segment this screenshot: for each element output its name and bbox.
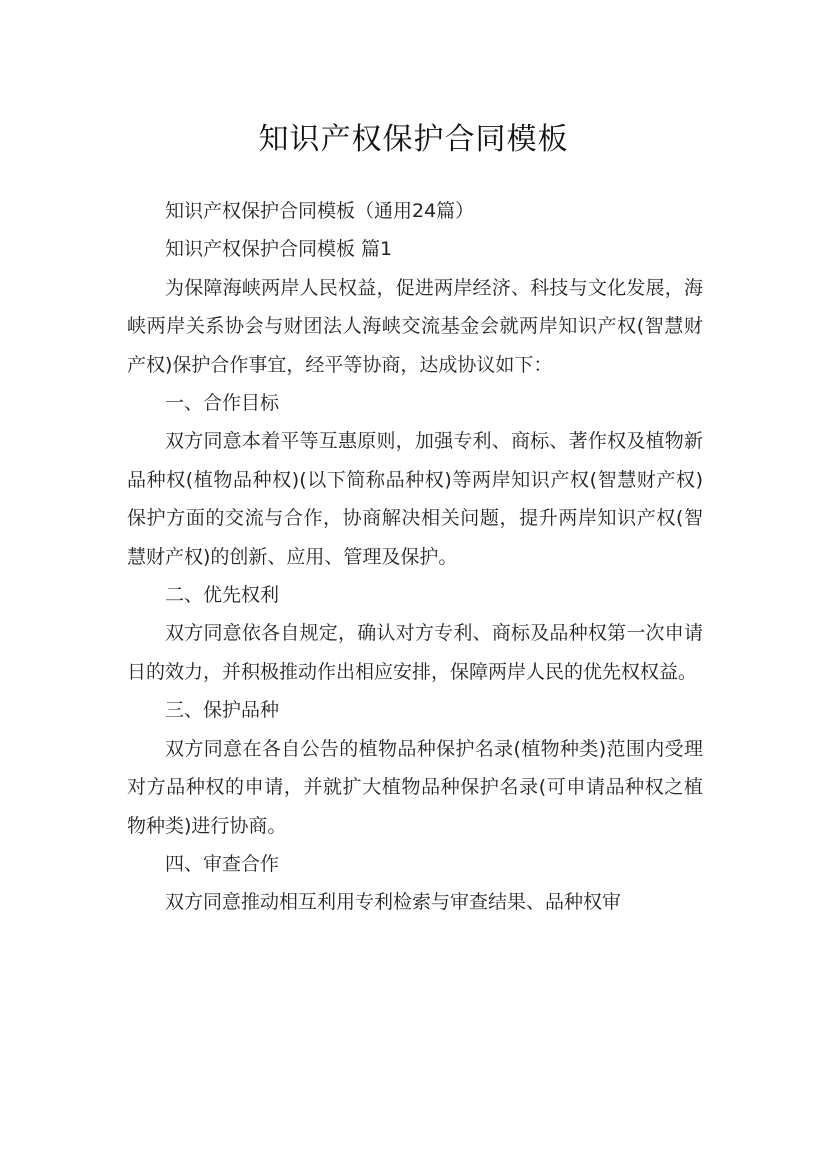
paragraph-section-2: 双方同意依各自规定，确认对方专利、商标及品种权第一次申请日的效力，并积极推动作出相应安排，保障两岸人民的优先权权益。 xyxy=(127,622,703,683)
paragraph-section-3: 双方同意在各自公告的植物品种保护名录(植物种类)范围内受理对方品种权的申请，并就扩大植物品种保护名录(可申请品种权之植物种类)进行协商。 xyxy=(127,737,703,837)
section-heading-4: 四、审查合作 xyxy=(165,852,280,875)
paragraph-section-1: 双方同意本着平等互惠原则，加强专利、商标、著作权及植物新品种权(植物品种权)(以下简称品种权)等两岸知识产权(智慧财产权)保护方面的交流与合作，协商解决相关问题，提升两岸知识产权(智慧财产权)的创新、应用、管理及保护。 xyxy=(127,430,703,568)
paragraph-subtitle: 知识产权保护合同模板（通用24篇） xyxy=(165,200,475,222)
section-heading-3: 三、保护品种 xyxy=(165,699,280,722)
paragraph-preamble: 为保障海峡两岸人民权益，促进两岸经济、科技与文化发展，海峡两岸关系协会与财团法人海峡交流基金会就两岸知识产权(智慧财产权)保护合作事宜，经平等协商，达成协议如下： xyxy=(127,276,703,376)
paragraph-section-4: 双方同意推动相互利用专利检索与审查结果、品种权审 xyxy=(165,891,622,914)
section-heading-1: 一、合作目标 xyxy=(165,392,280,415)
section-heading-2: 二、优先权利 xyxy=(165,584,280,607)
document-body xyxy=(127,192,703,922)
document-title: 知识产权保护合同模板 xyxy=(258,122,569,158)
paragraph-chapter-heading: 知识产权保护合同模板 篇1 xyxy=(165,238,393,261)
